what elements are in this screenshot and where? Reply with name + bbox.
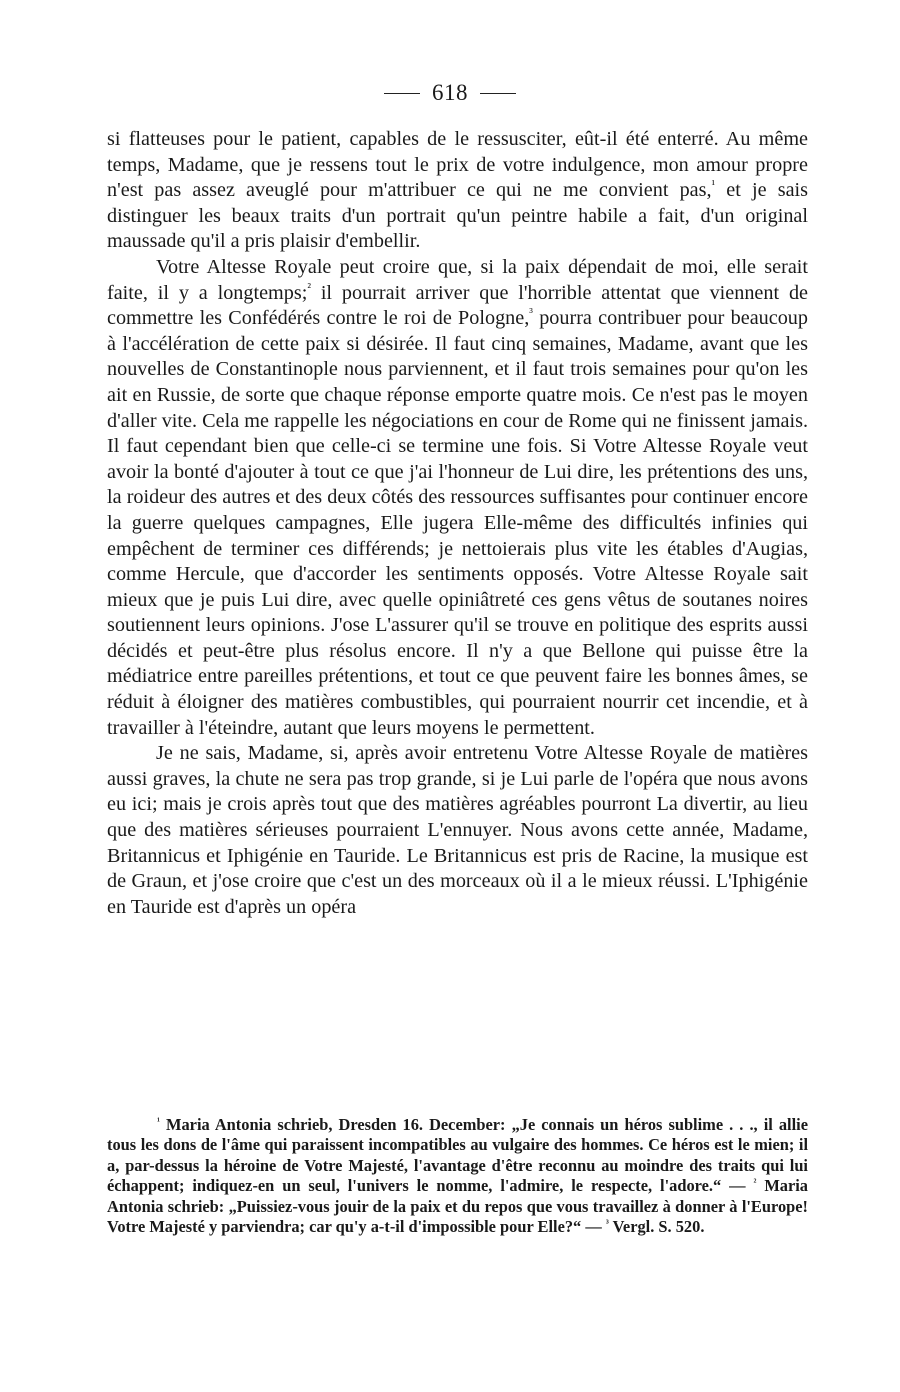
footnote-text: Vergl. S. 520.: [608, 1217, 705, 1237]
footnote-ref-2: ²: [307, 280, 311, 295]
footnote-marker-1: ¹: [157, 1116, 160, 1128]
footnote-text: Maria Antonia schrieb: „Puissiez-vous jouir de la paix et du repos que vous travaillez à donner à l'Europe! Votre Majesté y parviendra; car qu'y a-t-il d'impossible pour Elle?“ —: [107, 1176, 809, 1237]
footnote-ref-1: ¹: [711, 177, 716, 192]
footnote-text: Maria Antonia schrieb, Dresden 16. December: „Je connais un héros sublime . . ., il allie tous les dons de l'âme qui paraissent incompatibles au vulgaire des hommes. Ce héros est le mien; il a, par-dessus la héroine de Votre Majesté, l'avantage d'être reconnu au moindre des traits qui lui échappent; indiquez-en un seul, l'univers le nomme, l'admire, le respecte, l'adore.“ —: [107, 1115, 808, 1196]
paragraph-text: et je sais distinguer les beaux traits d'un portrait qu'un peintre habile a fait, d'un original maussade qu'il a pris plaisir d'embellir.: [107, 179, 808, 253]
footnote-marker-3: ³: [605, 1218, 609, 1230]
header-rule-right: [480, 93, 516, 94]
paragraph-2: [107, 255, 808, 741]
paragraph-1: [107, 127, 808, 255]
paragraph-text: il pourrait arriver que l'horrible attentat que viennent de commettre les Confédérés contre le roi de Pologne,: [107, 281, 808, 330]
footnotes: [107, 1115, 808, 1237]
page-number: 618: [432, 80, 468, 105]
header-rule-left: [384, 93, 420, 94]
page-header: [0, 80, 900, 106]
paragraph-3: [107, 741, 808, 920]
footnote-ref-3: ³: [529, 305, 533, 320]
paragraph-text: si flatteuses pour le patient, capables de le ressusciter, eût-il été enterré. Au même temps, Madame, que je ressens tout le prix de votre indulgence, mon amour propre n'est pas assez aveuglé pour m'attribuer ce qui ne me convient pas,: [107, 128, 808, 202]
footnote-block: [107, 1115, 808, 1237]
paragraph-text: Votre Altesse Royale peut croire que, si la paix dépendait de moi, elle serait faite, il y a longtemps;: [107, 255, 808, 304]
paragraph-text: Je ne sais, Madame, si, après avoir entretenu Votre Altesse Royale de matières aussi graves, la chute ne sera pas trop grande, si je Lui parle de l'opéra que nous avons eu ici; mais je crois après tout que des matières agréables pourront La divertir, au lieu que des matières sérieuses pourraient L'ennuyer. Nous avons cette année, Madame, Britannicus et Iphigénie en Tauride. Le Britannicus est pris de Racine, la musique est de Graun, et j'ose croire que c'est un des morceaux où il a le mieux réussi. L'Iphigénie en Tauride est d'après un opéra: [107, 742, 808, 918]
paragraph-text: pourra contribuer pour beaucoup à l'accélération de cette paix si désirée. Il faut cinq semaines, Madame, avant que les nouvelles de Constantinople nous parviennent, et il faut trois semaines pour qu'on les ait en Russie, de sorte que chaque réponse emporte quatre mois. Ce n'est pas le moyen d'aller vite. Cela me rappelle les négociations en cour de Rome qui ne finissent jamais. Il faut cependant bien que celle-ci se termine une fois. Si Votre Altesse Royale veut avoir la bonté d'ajouter à tout ce que j'ai l'honneur de Lui dire, les prétentions des uns, la roideur des autres et des deux côtés des ressources suffisantes pour continuer encore la guerre quelques campagnes, Elle jugera Elle-même des difficultés infinies qui empêchent de terminer ces différends; je nettoierais plus vite les étables d'Augias, comme Hercule, que d'accorder les sentiments opposés. Votre Altesse Royale sait mieux que je puis Lui dire, avec quelle opiniâtreté ces gens vêtus de soutanes noires soutiennent leurs opinions. J'ose L'assurer qu'il se trouve en politique des esprits aussi décidés et peut-être plus résolus encore. Il n'y a que Bellone qui puisse être la médiatrice entre pareilles prétentions, et tout ce que peuvent faire les bonnes âmes, se réduit à éloigner des matières combustibles, qui pourraient nourrir cet incendie, et à travailler à l'éteindre, autant que leurs moyens le permettent.: [107, 307, 808, 739]
body-text: [107, 127, 808, 920]
footnote-marker-2: ²: [753, 1177, 757, 1189]
